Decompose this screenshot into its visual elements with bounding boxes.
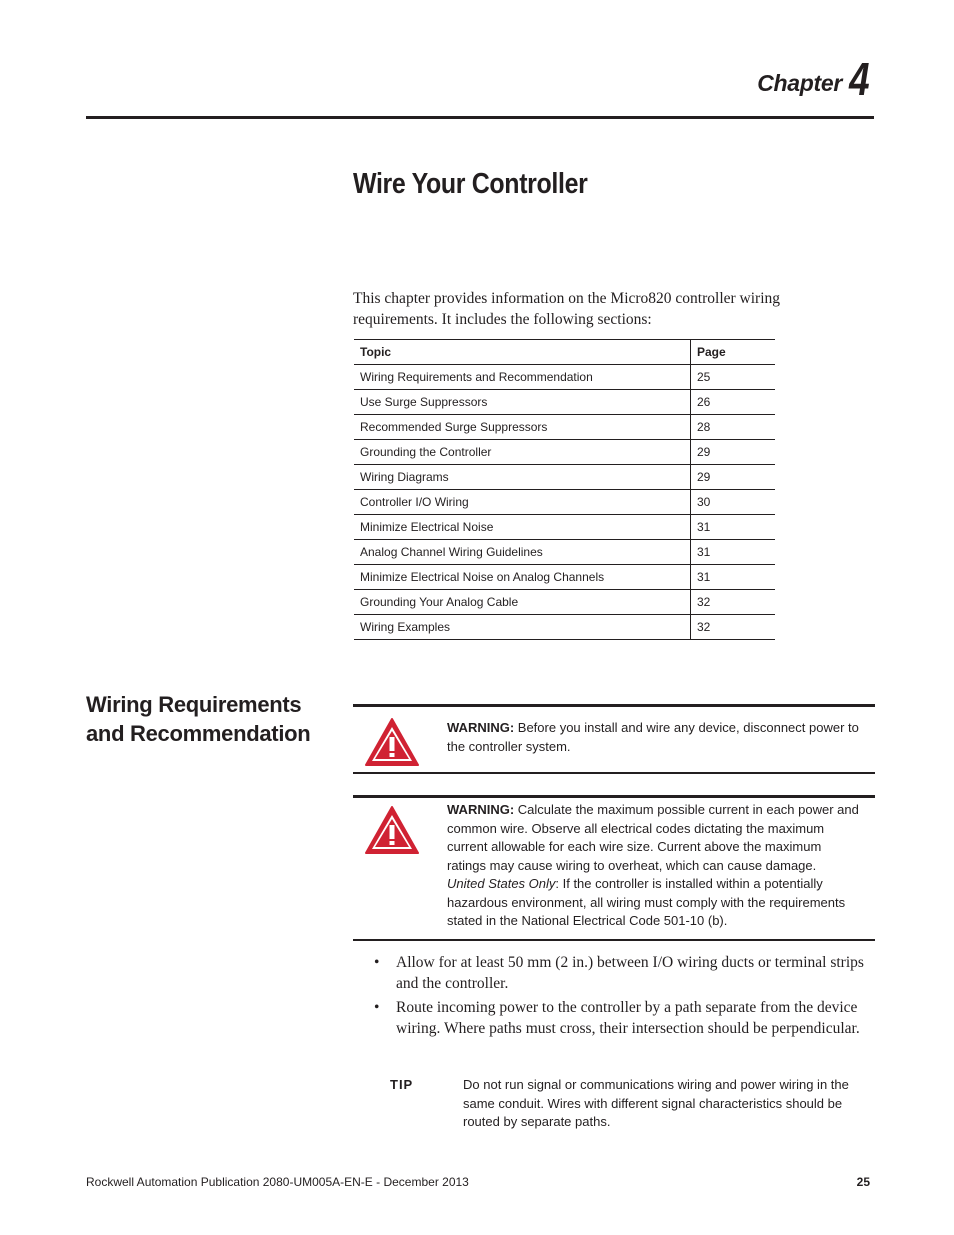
topic-column-header: Topic	[354, 340, 691, 365]
table-row	[354, 390, 775, 415]
bullet-text: Allow for at least 50 mm (2 in.) between I/O wiring ducts or terminal strips and the controller.	[396, 954, 864, 992]
page-cell[interactable]: 25	[691, 365, 776, 390]
topic-cell[interactable]: Wiring Diagrams	[354, 465, 691, 490]
chapter-label: Chapter	[757, 70, 842, 96]
page-column-header: Page	[691, 340, 776, 365]
bullet-icon: •	[374, 999, 380, 1016]
warning-body-continued: : If the controller is installed within a potentially hazardous environment, all wiring must comply with the requirements stated in the National Electrical Code 501-10 (b).	[447, 876, 846, 928]
table-row	[354, 365, 775, 390]
topic-cell[interactable]: Minimize Electrical Noise on Analog Channels	[354, 565, 691, 590]
page-cell[interactable]: 28	[691, 415, 776, 440]
warning-label: WARNING:	[447, 802, 515, 817]
table-row	[354, 540, 775, 565]
footer-page-number: 25	[856, 1175, 870, 1189]
topic-cell[interactable]: Use Surge Suppressors	[354, 390, 691, 415]
footer-publication: Rockwell Automation Publication 2080-UM005A-EN-E - December 2013	[86, 1175, 469, 1189]
section-heading: Wiring Requirements and Recommendation	[86, 692, 311, 746]
page-cell[interactable]: 31	[691, 540, 776, 565]
topic-cell[interactable]: Analog Channel Wiring Guidelines	[354, 540, 691, 565]
bullet-list	[372, 952, 877, 1042]
intro-paragraph: This chapter provides information on the Micro820 controller wiring requirements. It includes the following sections:	[353, 290, 781, 328]
table-row	[354, 465, 775, 490]
chapter-number: 4	[849, 53, 870, 105]
page-cell[interactable]: 26	[691, 390, 776, 415]
header-rule	[86, 116, 874, 119]
topic-cell[interactable]: Controller I/O Wiring	[354, 490, 691, 515]
table-row	[354, 490, 775, 515]
tip-label: TIP	[390, 1077, 414, 1092]
warning-label: WARNING:	[447, 720, 515, 735]
topics-table	[354, 339, 775, 640]
table-row	[354, 515, 775, 540]
topic-cell[interactable]: Grounding the Controller	[354, 440, 691, 465]
warning-triangle-icon	[363, 716, 421, 773]
warning-box	[353, 795, 875, 941]
tip-text: Do not run signal or communications wiring and power wiring in the same conduit. Wires with different signal characteristics should be routed by separate paths.	[463, 1077, 849, 1129]
table-row	[354, 590, 775, 615]
topic-cell[interactable]: Recommended Surge Suppressors	[354, 415, 691, 440]
warning-triangle-icon	[363, 804, 421, 861]
warning-text	[447, 719, 862, 756]
page-cell[interactable]: 29	[691, 465, 776, 490]
topic-cell[interactable]: Wiring Requirements and Recommendation	[354, 365, 691, 390]
warning-body: Before you install and wire any device, disconnect power to the controller system.	[447, 720, 859, 754]
page-cell[interactable]: 32	[691, 615, 776, 640]
table-row	[354, 615, 775, 640]
list-item	[372, 952, 877, 994]
warning-jurisdiction: United States Only	[447, 876, 556, 891]
bullet-text: Route incoming power to the controller by a path separate from the device wiring. Where paths must cross, their intersection should be perpendicular.	[396, 999, 860, 1037]
warning-box	[353, 704, 875, 774]
table-row	[354, 440, 775, 465]
list-item	[372, 997, 877, 1039]
table-row	[354, 415, 775, 440]
topic-cell[interactable]: Wiring Examples	[354, 615, 691, 640]
page-cell[interactable]: 30	[691, 490, 776, 515]
page-cell[interactable]: 29	[691, 440, 776, 465]
page-cell[interactable]: 32	[691, 590, 776, 615]
table-header-row	[354, 340, 775, 365]
warning-body: Calculate the maximum possible current in each power and common wire. Observe all electrical codes dictating the maximum current allowable for each wire size. Current above the maximum ratings may cause wiring to overheat, which can cause damage.	[447, 802, 859, 873]
page-cell[interactable]: 31	[691, 565, 776, 590]
table-row	[354, 565, 775, 590]
page-cell[interactable]: 31	[691, 515, 776, 540]
topic-cell[interactable]: Grounding Your Analog Cable	[354, 590, 691, 615]
topic-cell[interactable]: Minimize Electrical Noise	[354, 515, 691, 540]
page-title: Wire Your Controller	[353, 168, 588, 200]
bullet-icon: •	[374, 954, 380, 971]
warning-text	[447, 801, 862, 931]
